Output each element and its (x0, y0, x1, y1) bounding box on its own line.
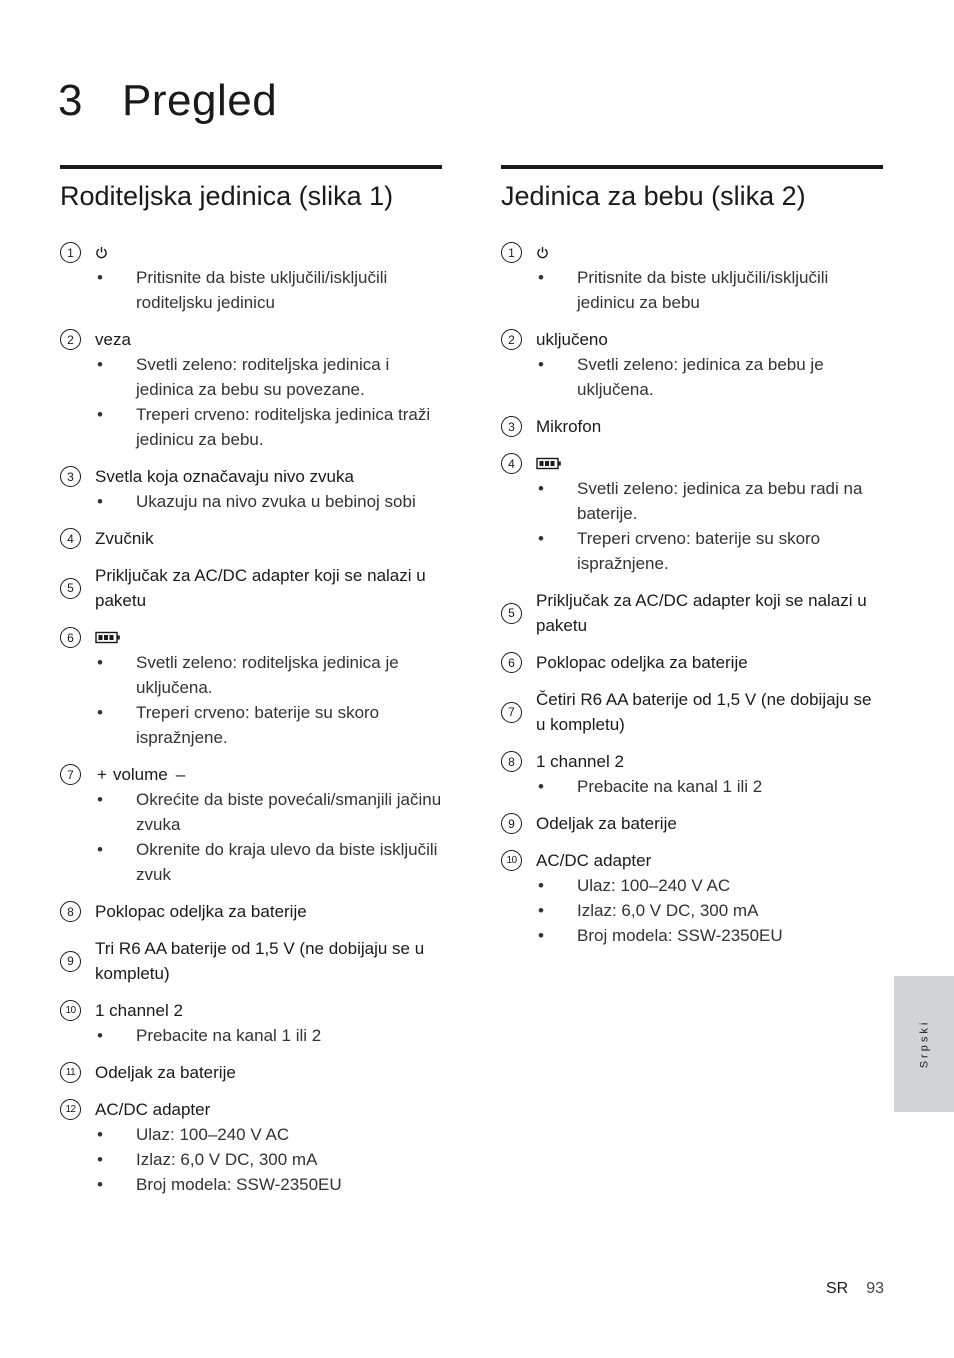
item-label: Četiri R6 AA baterije od 1,5 V (ne dobijaju se u kompletu) (536, 690, 872, 734)
item-head (60, 998, 442, 1023)
overview-item (501, 451, 883, 576)
bullet-item: • Okrećite da biste povećali/smanjili jačinu zvuka (60, 787, 442, 837)
item-number-badge: 8 (501, 751, 522, 772)
chapter-number: 3 (58, 76, 83, 125)
item-head (60, 625, 442, 650)
language-side-tab (894, 976, 954, 1112)
item-head (60, 526, 442, 551)
plus-symbol: + (97, 765, 107, 784)
item-number-badge: 9 (501, 813, 522, 834)
item-label: AC/DC adapter (536, 851, 652, 870)
bullet-item: • Broj modela: SSW-2350EU (60, 1172, 442, 1197)
item-number-badge: 9 (60, 951, 81, 972)
section-rule (501, 165, 883, 169)
item-label: 1 channel 2 (536, 752, 624, 771)
power-icon (95, 246, 108, 259)
bullet-item: • Ulaz: 100–240 V AC (60, 1122, 442, 1147)
overview-item (501, 588, 883, 638)
item-head (501, 327, 883, 352)
bullet-item: • Treperi crveno: roditeljska jedinica traži jedinicu za bebu. (60, 402, 442, 452)
power-icon (536, 246, 549, 259)
overview-item (60, 899, 442, 924)
item-number-badge: 3 (60, 466, 81, 487)
item-label: Mikrofon (536, 417, 602, 436)
item-label: veza (95, 330, 131, 349)
overview-item (60, 327, 442, 452)
bullet-item: • Broj modela: SSW-2350EU (501, 923, 883, 948)
overview-item (501, 749, 883, 799)
battery-icon (536, 457, 562, 470)
page-footer (826, 1280, 884, 1298)
bullet-item: • Svetli zeleno: jedinica za bebu je uključena. (501, 352, 883, 402)
bullet-list (501, 352, 883, 402)
bullet-item: • Prebacite na kanal 1 ili 2 (501, 774, 883, 799)
item-label: Poklopac odeljka za baterije (95, 902, 307, 921)
bullet-list (60, 489, 442, 514)
overview-item (60, 526, 442, 551)
item-number-badge: 6 (60, 627, 81, 648)
overview-item (501, 687, 883, 737)
item-number-badge: 4 (60, 528, 81, 549)
bullet-item: • Izlaz: 6,0 V DC, 300 mA (501, 898, 883, 923)
item-head (60, 464, 442, 489)
overview-item (501, 848, 883, 948)
item-number-badge: 10 (60, 1000, 81, 1021)
bullet-item: • Izlaz: 6,0 V DC, 300 mA (60, 1147, 442, 1172)
item-head (60, 327, 442, 352)
item-head (60, 899, 442, 924)
item-label: AC/DC adapter (95, 1100, 211, 1119)
item-label: Odeljak za baterije (95, 1063, 236, 1082)
bullet-item: • Pritisnite da biste uključili/isključili jedinicu za bebu (501, 265, 883, 315)
overview-item (60, 936, 442, 986)
baby-unit-items (501, 240, 883, 948)
item-head (60, 240, 442, 265)
bullet-list (501, 476, 883, 576)
chapter-title: Pregled (122, 76, 278, 125)
item-number-badge: 7 (60, 764, 81, 785)
item-label: 1 channel 2 (95, 1001, 183, 1020)
side-tab-label: Srpski (918, 1019, 930, 1069)
bullet-item: • Prebacite na kanal 1 ili 2 (60, 1023, 442, 1048)
parent-unit-items (60, 240, 442, 1197)
overview-item (60, 464, 442, 514)
item-label: Tri R6 AA baterije od 1,5 V (ne dobijaju se u kompletu) (95, 939, 425, 983)
item-head (501, 811, 883, 836)
item-number-badge: 6 (501, 652, 522, 673)
item-head (501, 749, 883, 774)
overview-item (60, 625, 442, 750)
item-head (501, 240, 883, 265)
minus-symbol: – (175, 765, 186, 784)
bullet-item: • Treperi crveno: baterije su skoro ispražnjene. (501, 526, 883, 576)
item-number-badge: 12 (60, 1099, 81, 1120)
item-head (501, 451, 883, 476)
bullet-item: • Treperi crveno: baterije su skoro ispražnjene. (60, 700, 442, 750)
item-label: Odeljak za baterije (536, 814, 677, 833)
bullet-list (60, 352, 442, 452)
page-number: 93 (866, 1280, 884, 1297)
item-head (60, 563, 442, 613)
baby-unit-column (501, 165, 883, 960)
bullet-list (60, 1122, 442, 1197)
bullet-list (501, 774, 883, 799)
bullet-item: • Pritisnite da biste uključili/isključili roditeljsku jedinicu (60, 265, 442, 315)
item-label: Priključak za AC/DC adapter koji se nalazi u paketu (95, 566, 426, 610)
section-rule (60, 165, 442, 169)
item-number-badge: 11 (60, 1062, 81, 1083)
battery-icon (95, 631, 121, 644)
bullet-item: • Okrenite do kraja ulevo da biste isključili zvuk (60, 837, 442, 887)
item-number-badge: 10 (501, 850, 522, 871)
bullet-list (501, 265, 883, 315)
item-number-badge: 5 (501, 603, 522, 624)
bullet-list (60, 1023, 442, 1048)
item-head (60, 1097, 442, 1122)
item-head (60, 936, 442, 986)
footer-language: SR (825, 1280, 849, 1297)
item-label: uključeno (536, 330, 608, 349)
item-label: Priključak za AC/DC adapter koji se nalazi u paketu (536, 591, 867, 635)
bullet-item: • Ukazuju na nivo zvuka u bebinoj sobi (60, 489, 442, 514)
bullet-list (60, 650, 442, 750)
item-head (501, 848, 883, 873)
bullet-item: • Svetli zeleno: roditeljska jedinica je uključena. (60, 650, 442, 700)
item-head (501, 414, 883, 439)
overview-item (60, 762, 442, 887)
parent-unit-title: Roditeljska jedinica (slika 1) (60, 181, 394, 211)
item-number-badge: 7 (501, 702, 522, 723)
item-number-badge: 1 (501, 242, 522, 263)
item-number-badge: 3 (501, 416, 522, 437)
item-number-badge: 2 (501, 329, 522, 350)
bullet-list (501, 873, 883, 948)
parent-unit-column (60, 165, 442, 1209)
item-number-badge: 2 (60, 329, 81, 350)
overview-item (60, 998, 442, 1048)
item-label: volume (112, 765, 168, 784)
item-head (60, 1060, 442, 1085)
bullet-item: • Ulaz: 100–240 V AC (501, 873, 883, 898)
item-head (501, 588, 883, 638)
bullet-item: • Svetli zeleno: roditeljska jedinica i jedinica za bebu su povezane. (60, 352, 442, 402)
overview-item (60, 563, 442, 613)
overview-item (501, 327, 883, 402)
item-label: Svetla koja označavaju nivo zvuka (95, 467, 354, 486)
item-head (501, 687, 883, 737)
chapter-heading (58, 76, 277, 126)
overview-item (501, 240, 883, 315)
bullet-list (60, 787, 442, 887)
item-label: Poklopac odeljka za baterije (536, 653, 748, 672)
item-head (60, 762, 442, 787)
overview-item (501, 650, 883, 675)
item-number-badge: 5 (60, 578, 81, 599)
overview-item (60, 1097, 442, 1197)
bullet-item: • Svetli zeleno: jedinica za bebu radi na baterije. (501, 476, 883, 526)
overview-item (60, 240, 442, 315)
item-number-badge: 8 (60, 901, 81, 922)
item-label: Zvučnik (95, 529, 154, 548)
overview-item (501, 811, 883, 836)
overview-item (60, 1060, 442, 1085)
item-head (501, 650, 883, 675)
item-number-badge: 4 (501, 453, 522, 474)
item-number-badge: 1 (60, 242, 81, 263)
baby-unit-title: Jedinica za bebu (slika 2) (501, 181, 806, 211)
overview-item (501, 414, 883, 439)
bullet-list (60, 265, 442, 315)
